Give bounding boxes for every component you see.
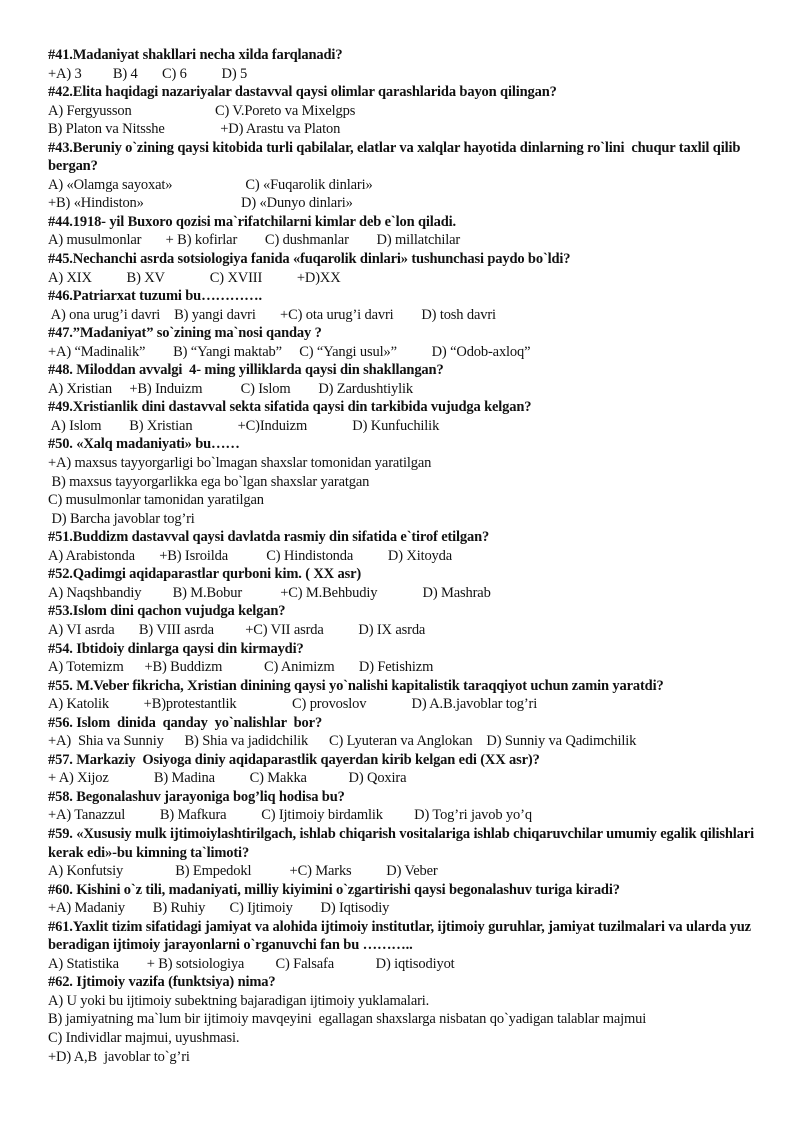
question-text: #56. Islom dinida qanday yo`nalishlar bor? <box>48 714 323 731</box>
question-text: #54. Ibtidoiy dinlarga qaysi din kirmaydi? <box>48 640 304 657</box>
answer-options: A) XIX B) XV C) XVIII +D)XX <box>48 269 341 286</box>
question-text: #47.”Madaniyat” so`zining ma`nosi qanday ? <box>48 325 322 342</box>
question-text: #43.Beruniy o`zining qaysi kitobida turli qabilalar, elatlar va xalqlar hayotida dinlarning ro`lini chuqur taxlil qilib bergan? <box>48 139 744 175</box>
answer-options: +A) “Madinalik” B) “Yangi maktab” C) “Yangi usul»” D) “Odob-axloq” <box>48 343 531 360</box>
question-text: #62. Ijtimoiy vazifa (funktsiya) nima? <box>48 974 276 991</box>
answer-options: D) Barcha javoblar tog’ri <box>48 510 195 527</box>
question-text: #44.1918- yil Buxoro qozisi ma`rifatchilarni kimlar deb e`lon qiladi. <box>48 213 457 230</box>
question-text: #59. «Xususiy mulk ijtimoiylashtirilgach, ishlab chiqarish vositalariga ishlab chiqaruvchilar umumiy egalik qilishlari kerak edi»-bu kimning ta`limoti? <box>48 825 758 861</box>
question-text: #45.Nechanchi asrda sotsiologiya fanida «fuqarolik dinlari» tushunchasi paydo bo`ldi? <box>48 251 571 268</box>
answer-options: B) jamiyatning ma`lum bir ijtimoiy mavqeyini egallagan shaxslarga nisbatan qo`yadigan talablar majmui <box>48 1011 647 1028</box>
question-text: #42.Elita haqidagi nazariyalar dastavval qaysi olimlar qarashlarida bayon qilingan? <box>48 84 557 101</box>
question-text: #52.Qadimgi aqidaparastlar qurboni kim. ( XX asr) <box>48 566 362 583</box>
answer-options: A) ona urug’i davri B) yangi davri +C) ota urug’i davri D) tosh davri <box>48 306 496 323</box>
answer-options: +A) Madaniy B) Ruhiy C) Ijtimoiy D) Iqtisodiy <box>48 900 390 917</box>
answer-options: +A) Shia va Sunniy B) Shia va jadidchilik C) Lyuteran va Anglokan D) Sunniy va Qadimchilik <box>48 733 637 750</box>
question-text: #58. Begonalashuv jarayoniga bog’liq hodisa bu? <box>48 788 345 805</box>
answer-options: B) maxsus tayyorgarlikka ega bo`lgan shaxslar yaratgan <box>48 473 370 490</box>
answer-options: A) musulmonlar + B) kofirlar C) dushmanlar D) millatchilar <box>48 232 461 249</box>
answer-options: +A) 3 B) 4 C) 6 D) 5 <box>48 65 248 82</box>
question-text: #46.Patriarxat tuzumi bu…………. <box>48 288 262 305</box>
answer-options: A) Konfutsiy B) Empedokl +C) Marks D) Veber <box>48 863 438 880</box>
question-text: #48. Miloddan avvalgi 4- ming yilliklarda qaysi din shakllangan? <box>48 362 444 379</box>
answer-options: A) Katolik +B)protestantlik C) provoslov D) A.B.javoblar tog’ri <box>48 696 538 713</box>
question-text: #55. M.Veber fikricha, Xristian dinining qaysi yo`nalishi kapitalistik taraqqiyot uchun zamin yaratdi? <box>48 677 664 694</box>
question-text: #57. Markaziy Osiyoga diniy aqidaparastlik qayerdan kirib kelgan edi (XX asr)? <box>48 751 540 768</box>
answer-options: +D) A,B javoblar to`g’ri <box>48 1048 190 1065</box>
answer-options: +B) «Hindiston» D) «Dunyo dinlari» <box>48 195 353 212</box>
answer-options: A) Arabistonda +B) Isroilda C) Hindistonda D) Xitoyda <box>48 547 453 564</box>
answer-options: B) Platon va Nitsshe +D) Arastu va Platon <box>48 121 341 138</box>
answer-options: C) musulmonlar tamonidan yaratilgan <box>48 492 264 509</box>
answer-options: A) U yoki bu ijtimoiy subektning bajaradigan ijtimoiy yuklamalari. <box>48 992 430 1009</box>
answer-options: A) Statistika + B) sotsiologiya C) Falsafa D) iqtisodiyot <box>48 955 455 972</box>
answer-options: A) Naqshbandiy B) M.Bobur +C) M.Behbudiy D) Mashrab <box>48 584 491 601</box>
answer-options: A) Fergyusson C) V.Poreto va Mixelgps <box>48 102 356 119</box>
question-text: #61.Yaxlit tizim sifatidagi jamiyat va alohida ijtimoiy institutlar, ijtimoiy guruhlar, jamiyat tuzilmalari va ularda yuz beradigan ijtimoiy jarayonlarni o`rganuvchi fan bu ……….. <box>48 918 755 954</box>
answer-options: C) Individlar majmui, uyushmasi. <box>48 1029 240 1046</box>
answer-options: +A) maxsus tayyorgarligi bo`lmagan shaxslar tomonidan yaratilgan <box>48 455 432 472</box>
question-text: #60. Kishini o`z tili, madaniyati, milliy kiyimini o`zgartirishi qaysi begonalashuv turiga kiradi? <box>48 881 620 898</box>
answer-options: A) Totemizm +B) Buddizm C) Animizm D) Fetishizm <box>48 659 434 676</box>
question-text: #53.Islom dini qachon vujudga kelgan? <box>48 603 286 620</box>
answer-options: +A) Tanazzul B) Mafkura C) Ijtimoiy birdamlik D) Tog’ri javob yo’q <box>48 807 532 824</box>
answer-options: + A) Xijoz B) Madina C) Makka D) Qoxira <box>48 770 407 787</box>
answer-options: A) VI asrda B) VIII asrda +C) VII asrda D) IX asrda <box>48 621 426 638</box>
question-text: #49.Xristianlik dini dastavval sekta sifatida qaysi din tarkibida vujudga kelgan? <box>48 399 532 416</box>
question-text: #50. «Xalq madaniyati» bu…… <box>48 436 240 453</box>
answer-options: A) Islom B) Xristian +C)Induizm D) Kunfuchilik <box>48 417 440 434</box>
answer-options: A) Xristian +B) Induizm C) Islom D) Zardushtiylik <box>48 380 413 397</box>
question-text: #41.Madaniyat shakllari necha xilda farqlanadi? <box>48 47 343 63</box>
answer-options: A) «Olamga sayoxat» C) «Fuqarolik dinlari» <box>48 176 373 193</box>
question-text: #51.Buddizm dastavval qaysi davlatda rasmiy din sifatida e`tirof etilgan? <box>48 529 490 546</box>
